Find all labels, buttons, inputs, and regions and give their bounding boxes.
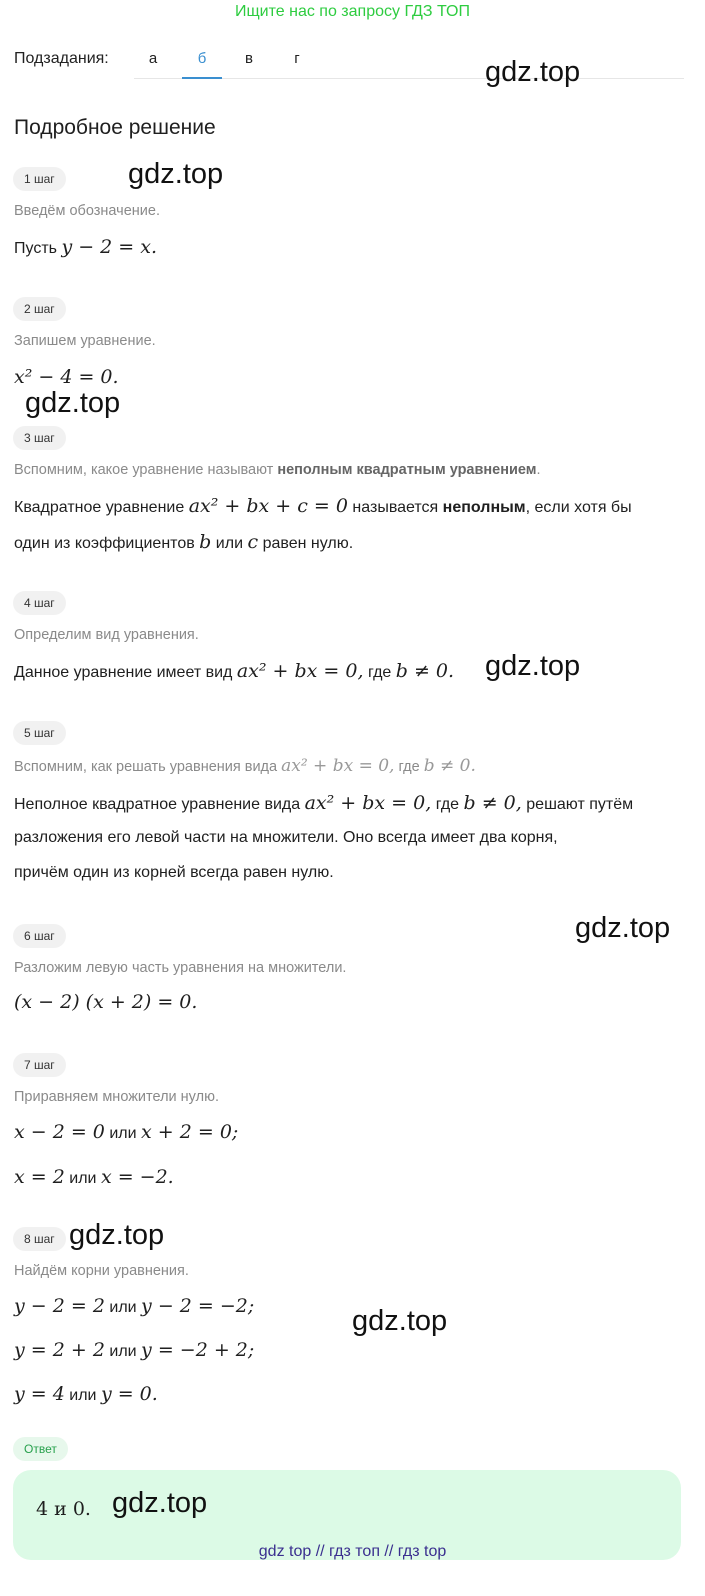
watermark: gdz.top	[485, 56, 581, 88]
step-badge: 4 шаг	[13, 591, 66, 615]
tab-b[interactable]: б	[197, 50, 207, 67]
text: Квадратное уравнение	[14, 499, 185, 516]
text: Данное уравнение имеет вид	[14, 664, 233, 681]
text: или	[109, 1343, 137, 1360]
step-badge: 2 шаг	[13, 297, 66, 321]
active-tab-indicator	[182, 77, 222, 79]
step-body	[14, 230, 157, 266]
formula: x² − 4 = 0.	[14, 366, 119, 388]
step-body	[14, 1333, 254, 1369]
step-hint	[14, 462, 541, 478]
hint-text: Вспомним, какое уравнение называют	[14, 462, 274, 478]
step-body	[14, 525, 353, 561]
formula: (x − 2) (x + 2) = 0.	[14, 991, 198, 1013]
bold-text: неполным	[442, 499, 526, 516]
watermark: gdz.top	[575, 912, 671, 944]
text: решают путём	[526, 796, 634, 813]
step-body	[14, 1289, 254, 1325]
step-body	[14, 985, 197, 1021]
watermark: gdz.top	[485, 650, 581, 682]
step-body	[14, 1160, 174, 1196]
text: где	[435, 796, 460, 813]
formula: y = 2 + 2	[14, 1339, 105, 1361]
step-badge: 3 шаг	[13, 426, 66, 450]
step-hint: Найдём корни уравнения.	[14, 1263, 189, 1279]
footer-links[interactable]: gdz top // гдз топ // гдз top	[258, 1543, 447, 1560]
subtasks-label: Подзадания:	[14, 50, 109, 67]
step-badge: 7 шаг	[13, 1053, 66, 1077]
formula: c	[247, 531, 259, 553]
step-badge: 8 шаг	[13, 1227, 66, 1251]
step-body	[14, 1377, 158, 1413]
formula: ax² + bx = 0,	[236, 660, 364, 682]
text: где	[367, 664, 392, 681]
step-body	[14, 360, 119, 396]
watermark: gdz.top	[25, 387, 121, 419]
text: равен нулю.	[262, 535, 354, 552]
step-badge: 1 шаг	[13, 167, 66, 191]
step-body	[14, 654, 454, 690]
formula: y = 0.	[100, 1383, 158, 1405]
formula: x + 2 = 0;	[141, 1121, 239, 1143]
hint-text: где	[398, 759, 420, 775]
step-hint: Приравняем множители нулю.	[14, 1089, 219, 1105]
step-body	[14, 1115, 238, 1151]
step-hint: Разложим левую часть уравнения на множители.	[14, 960, 347, 976]
hint-bold-text: неполным квадратным уравнением	[277, 462, 537, 478]
text: один из коэффициентов	[14, 535, 195, 552]
text: , если хотя бы	[525, 499, 632, 516]
formula: ax² + bx = 0,	[304, 792, 432, 814]
step-body	[14, 489, 632, 525]
formula: ax² + bx + c = 0	[188, 495, 348, 517]
text: или	[109, 1125, 137, 1142]
watermark: gdz.top	[128, 158, 224, 190]
solution-title: Подробное решение	[14, 116, 216, 139]
hint-text: .	[536, 462, 541, 478]
formula: b ≠ 0.	[423, 756, 476, 776]
step-hint: Введём обозначение.	[14, 203, 160, 219]
watermark: gdz.top	[112, 1487, 208, 1519]
text: или	[69, 1170, 97, 1187]
step-body-line: разложения его левой части на множители. Оно всегда имеет два корня,	[14, 829, 558, 846]
text: или	[215, 535, 244, 552]
tab-a[interactable]: а	[148, 50, 158, 67]
text: или	[69, 1387, 97, 1404]
formula: y = 4	[14, 1383, 65, 1405]
text: называется	[352, 499, 439, 516]
formula: y − 2 = 2	[14, 1295, 105, 1317]
formula: ax² + bx = 0,	[281, 756, 395, 776]
formula: x − 2 = 0	[14, 1121, 105, 1143]
text: Неполное квадратное уравнение вида	[14, 796, 301, 813]
step-body	[14, 786, 633, 822]
tab-g[interactable]: г	[294, 50, 300, 67]
formula: y − 2 = −2;	[141, 1295, 255, 1317]
step-badge: 6 шаг	[13, 924, 66, 948]
step-badge: 5 шаг	[13, 721, 66, 745]
text: или	[109, 1299, 137, 1316]
formula: y = −2 + 2;	[141, 1339, 255, 1361]
formula: b	[199, 531, 212, 553]
formula: x = −2.	[100, 1166, 174, 1188]
watermark: gdz.top	[69, 1219, 165, 1251]
tab-v[interactable]: в	[245, 50, 253, 67]
step-hint	[14, 756, 476, 776]
promo-banner[interactable]: Ищите нас по запросу ГДЗ ТОП	[235, 3, 470, 20]
formula: b ≠ 0.	[395, 660, 455, 682]
formula: b ≠ 0,	[463, 792, 522, 814]
formula: y − 2 = x.	[61, 236, 158, 258]
answer-value: 4 и 0.	[36, 1498, 91, 1520]
formula: x = 2	[14, 1166, 65, 1188]
step-hint: Определим вид уравнения.	[14, 627, 199, 643]
watermark: gdz.top	[352, 1305, 448, 1337]
text: Пусть	[14, 240, 57, 257]
step-hint: Запишем уравнение.	[14, 333, 156, 349]
answer-badge: Ответ	[13, 1437, 68, 1461]
step-body-line: причём один из корней всегда равен нулю.	[14, 864, 334, 881]
hint-text: Вспомним, как решать уравнения вида	[14, 759, 278, 775]
